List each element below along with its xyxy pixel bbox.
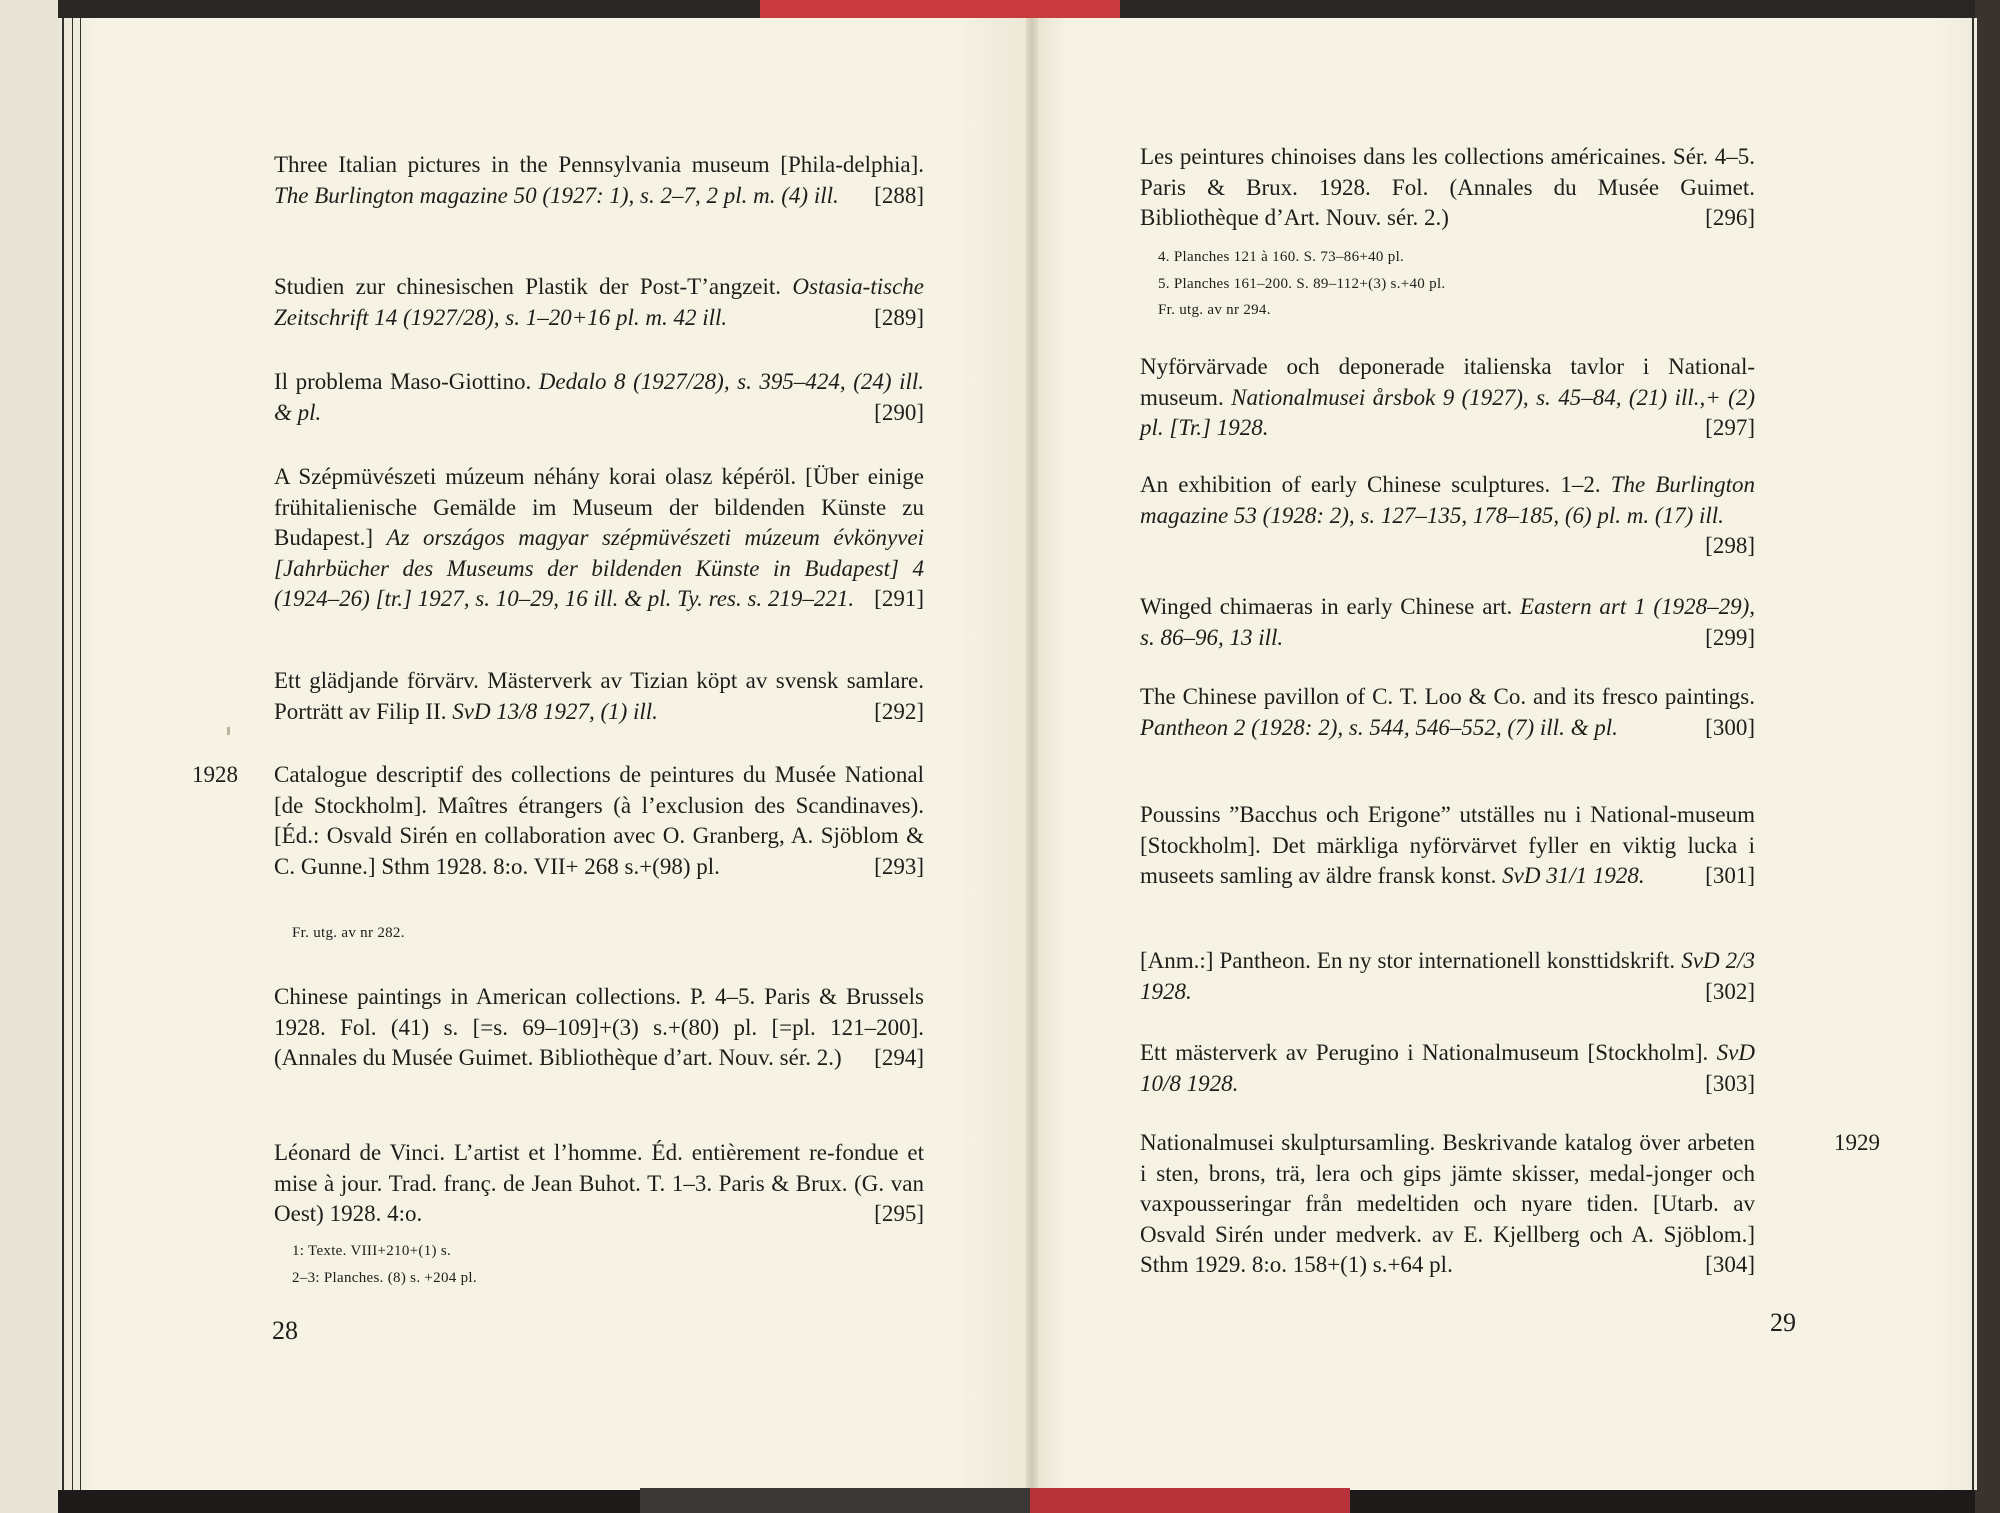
bookmark-ribbon-bottom: [1030, 1488, 1350, 1513]
note-296-c: Fr. utg. av nr 294.: [1158, 302, 1271, 318]
left-page: [58, 18, 1032, 1490]
entry-300: The Chinese pavillon of C. T. Loo & Co. and its fresco paintings. Pantheon 2 (1928: 2), s. 544, 546–552, (7) ill. & pl. [300]: [1140, 684, 1755, 740]
bookmark-ribbon-top: [760, 0, 1120, 18]
page-edge-line: [80, 18, 81, 1490]
entry-295: Léonard de Vinci. L’artist et l’homme. Éd. entièrement re-fondue et mise à jour. Trad. franç. de Jean Buhot. T. 1–3. Paris & Brux. (G. van Oest) 1928. 4:o. [295]: [274, 1140, 924, 1226]
entry-291: A Szépmüvészeti múzeum néhány korai olasz képéröl. [Über einige frühitalienische Gemälde im Museum der bildenden Künste zu Budapest.] Az országos magyar szépmüvészeti múzeum évkönyvei [Jahrbücher des Museums der bildenden Künste in Budapest] 4 (1924–26) [tr.] 1927, s. 10–29, 16 ill. & pl. Ty. res. s. 219–221. [291]: [274, 464, 924, 611]
entry-301: Poussins ”Bacchus och Erigone” utställes nu i National-museum [Stockholm]. Det märkliga nyförvärvet fyller en viktig lucka i museets samling av äldre fransk konst. SvD 31/1 1928. [301]: [1140, 802, 1755, 888]
margin-year-1929: 1929: [1834, 1130, 1880, 1155]
cover-bottom-grey: [640, 1488, 1030, 1513]
entry-297: Nyförvärvade och deponerade italienska tavlor i National-museum. Nationalmusei årsbok 9 (1927), s. 45–84, (21) ill.,+ (2) pl. [Tr.] 1928. [297]: [1140, 354, 1755, 440]
entry-298: An exhibition of early Chinese sculptures. 1–2. The Burlington magazine 53 (1928: 2), s. 127–135, 178–185, (6) pl. m. (17) ill. [298]: [1140, 472, 1755, 558]
entry-289: Studien zur chinesischen Plastik der Post-T’angzeit. Ostasia-tische Zeitschrift 14 (1927/28), s. 1–20+16 pl. m. 42 ill. [289]: [274, 274, 924, 330]
entry-292: Ett glädjande förvärv. Mästerverk av Tizian köpt av svensk samlare. Porträtt av Filip II. SvD 13/8 1927, (1) ill. [292]: [274, 668, 924, 724]
book-gutter: [1026, 18, 1038, 1490]
entry-294: Chinese paintings in American collections. P. 4–5. Paris & Brussels 1928. Fol. (41) s. [=s. 69–109]+(3) s.+(80) pl. [=pl. 121–200]. (Annales du Musée Guimet. Bibliothèque d’art. Nouv. sér. 2.) [294]: [274, 984, 924, 1070]
page-edge-line: [1972, 18, 1974, 1490]
page-edge-left: [0, 0, 58, 1513]
entry-302: [Anm.:] Pantheon. En ny stor internationell konsttidskrift. SvD 2/3 1928. [302]: [1140, 948, 1755, 1004]
note-295-a: 1: Texte. VIII+210+(1) s.: [292, 1243, 452, 1259]
entry-288: Three Italian pictures in the Pennsylvania museum [Phila-delphia]. The Burlington magazine 50 (1927: 1), s. 2–7, 2 pl. m. (4) ill. [288]: [274, 152, 924, 208]
page-number-left: 28: [272, 1316, 298, 1345]
note-295-b: 2–3: Planches. (8) s. +204 pl.: [292, 1270, 477, 1286]
entry-296: Les peintures chinoises dans les collections américaines. Sér. 4–5. Paris & Brux. 1928. Fol. (Annales du Musée Guimet. Bibliothèque d’Art. Nouv. sér. 2.) [296]: [1140, 144, 1755, 230]
entry-290: Il problema Maso-Giottino. Dedalo 8 (1927/28), s. 395–424, (24) ill. & pl. [290]: [274, 369, 924, 425]
cover-right-edge: [1975, 0, 2000, 1513]
page-mark: [227, 727, 230, 735]
page-edge-line: [62, 18, 64, 1490]
note-296-b: 5. Planches 161–200. S. 89–112+(3) s.+40 pl.: [1158, 276, 1446, 292]
page-edge-line: [72, 18, 73, 1490]
margin-year-1928: 1928: [192, 762, 238, 787]
note-293: Fr. utg. av nr 282.: [292, 925, 405, 941]
page-number-right: 29: [1770, 1308, 1796, 1337]
note-296-a: 4. Planches 121 à 160. S. 73–86+40 pl.: [1158, 249, 1405, 265]
entry-293: Catalogue descriptif des collections de peintures du Musée National [de Stockholm]. Maîtres étrangers (à l’exclusion des Scandinaves). [Éd.: Osvald Sirén en collaboration avec O. Granberg, A. Sjöblom & C. Gunne.] Sthm 1928. 8:o. VII+ 268 s.+(98) pl. [293]: [274, 762, 924, 879]
entry-303: Ett mästerverk av Perugino i Nationalmuseum [Stockholm]. SvD 10/8 1928. [303]: [1140, 1040, 1755, 1096]
entry-299: Winged chimaeras in early Chinese art. Eastern art 1 (1928–29), s. 86–96, 13 ill. [299]: [1140, 594, 1755, 650]
entry-304: Nationalmusei skulptursamling. Beskrivande katalog över arbeten i sten, brons, trä, lera och gips jämte skisser, medal-jonger och vaxpousseringar från medeltiden och nyare tiden. [Utarb. av Osvald Sirén under medverk. av E. Kjellberg och A. Sjöblom.] Sthm 1929. 8:o. 158+(1) s.+64 pl. [304]: [1140, 1130, 1755, 1277]
